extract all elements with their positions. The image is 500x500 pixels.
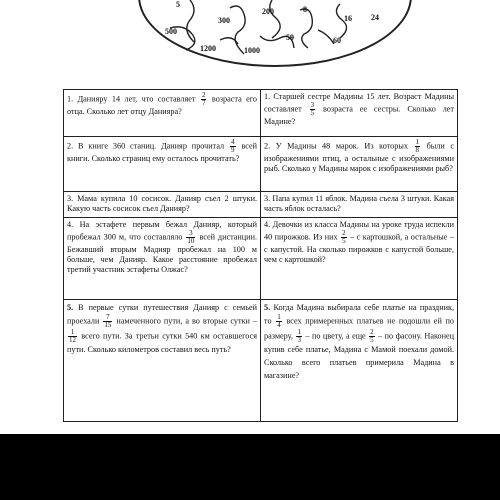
task-text: возраста его отца. Сколько лет отцу Данияра? — [67, 94, 258, 116]
task-cell — [261, 137, 458, 192]
table-row — [64, 217, 458, 299]
fraction: $\frac{1}{4}$ — [277, 313, 281, 330]
task-cell — [64, 192, 261, 218]
task-text: намеченного пути, а во вторые сутки – — [116, 316, 258, 326]
task-text: 4. Девочки из класса Мадины на уроке труда испекли 40 пирожков. Из них — [264, 219, 454, 242]
puzzle-number: 1000 — [244, 46, 260, 55]
puzzle-number: 300 — [218, 16, 230, 25]
puzzle-number: 200 — [262, 7, 274, 16]
puzzle-number: 1200 — [200, 44, 216, 53]
puzzle-number: 8 — [303, 5, 307, 14]
fraction: $\frac{1}{12}$ — [69, 328, 76, 345]
tasks-table — [63, 89, 458, 422]
task-text: были с изображениями птиц, а остальные с изображениями рыб. Сколько у Мадины марок с изображениями рыб? — [264, 141, 455, 174]
table-row — [64, 137, 458, 192]
task-text: возраста ее сестры. Сколько лет Мадине? — [264, 104, 455, 127]
task-text: всего пути. За третьи сутки 540 км оставшегося пути. Сколько километров составил весь путь? — [67, 331, 257, 355]
task-text: всей книги. Сколько страниц ему осталось прочитать? — [67, 141, 257, 163]
task-text: – по цвету, а еще — [305, 331, 366, 341]
task-cell — [64, 299, 261, 421]
task-cell — [64, 217, 261, 299]
puzzle-number: 24 — [371, 13, 379, 22]
task-text: Когда Мадина выбирала себе платье на праздник, то — [264, 302, 455, 326]
task-text: 1. Старшей сестре Мадины 15 лет. Возраст Мадины составляет — [264, 92, 454, 114]
fraction: $\frac{3}{5}$ — [310, 101, 315, 118]
puzzle-number: 59 — [286, 33, 294, 42]
task-text: 4. На эстафете первым бежал Данияр, который пробежал 300 м, что составляло — [67, 219, 257, 242]
puzzle-number: 60 — [333, 36, 341, 45]
task-cell — [261, 217, 458, 299]
task-number: 5. — [264, 302, 271, 312]
task-text: – по фасону. Наконец купив себе платье, Мадина с Мамой поехали домой. Сколько всего платьев примерила Мадина в магазине? — [264, 331, 455, 380]
table-row — [64, 299, 458, 421]
task-cell — [261, 90, 458, 137]
fraction: $\frac{1}{8}$ — [415, 138, 420, 154]
task-text: В первые сутки путешествия Данияр с семьей проехали — [67, 302, 257, 326]
table-row — [64, 90, 458, 137]
puzzle-number: 500 — [165, 27, 177, 36]
fraction: $\frac{7}{15}$ — [104, 313, 112, 330]
task-cell — [261, 192, 458, 218]
task-cell — [64, 137, 261, 192]
fraction: $\frac{2}{7}$ — [201, 91, 206, 107]
task-text: всей дистанции. Бежавший вторым Мадияр пробежал на 100 м больше, чем Данияр. Какое расстояние пробежал третий участник эстафеты Олжас? — [67, 232, 257, 275]
fraction: $\frac{1}{3}$ — [297, 328, 301, 345]
fraction: $\frac{2}{5}$ — [342, 228, 346, 245]
task-number: 5. — [67, 302, 74, 312]
task-text: всех примеренных платьев не подошли ей по размеру, — [264, 316, 454, 341]
puzzle-number: 5 — [176, 0, 180, 9]
puzzle-number: 16 — [344, 14, 352, 23]
task-text: 3. Папа купил 11 яблок. Мадина съела 3 штуки. Какая часть яблок осталась? — [264, 194, 454, 214]
fraction: $\frac{2}{5}$ — [370, 328, 374, 345]
table-row — [64, 192, 458, 218]
task-cell — [261, 299, 458, 421]
task-text: – с картошкой, а остальные – с капустой. На сколько пирожков с капустой больше, чем с картошкой? — [264, 232, 455, 264]
fraction: $\frac{3}{10}$ — [187, 228, 195, 245]
task-text: 2. В книге 360 станиц. Данияр прочитал — [67, 141, 225, 151]
task-text: 3. Мама купила 10 сосисок. Данияр съел 2 штуки. Какую часть сосисок съел Данияр? — [67, 194, 257, 214]
task-text: 1. Данияру 14 лет, что составляет — [67, 94, 196, 104]
fraction: $\frac{4}{9}$ — [231, 138, 235, 154]
task-text: 2. У Мадины 48 марок. Из которых — [264, 141, 408, 151]
task-cell — [64, 90, 261, 137]
